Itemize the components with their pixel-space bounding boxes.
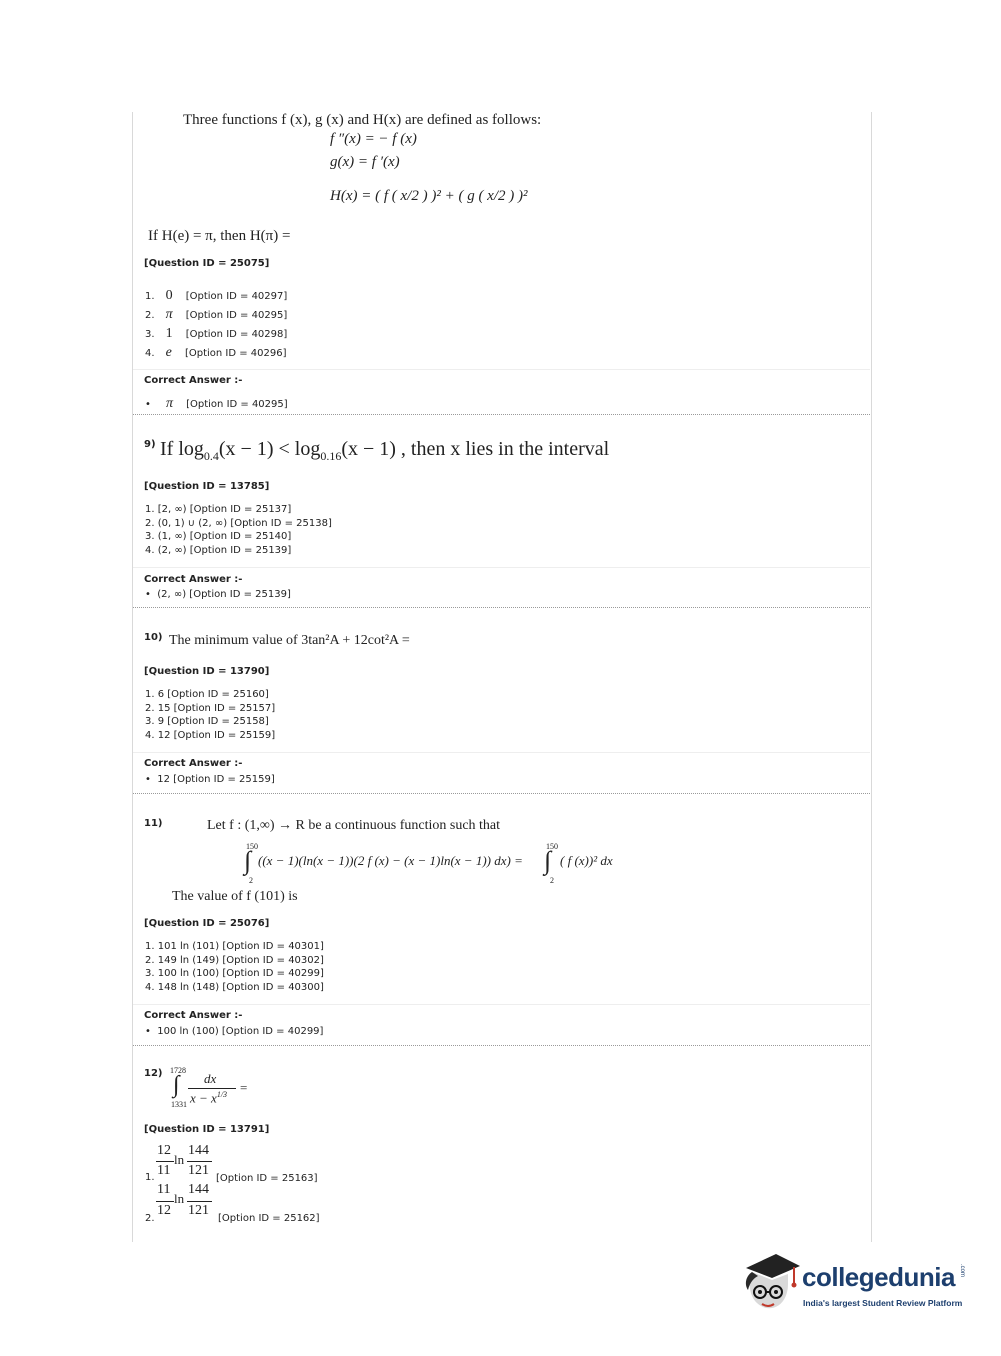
q9-question-id: [Question ID = 13785] [144, 481, 270, 492]
q11-correct-answer: • 100 ln (100) [Option ID = 40299] [145, 1026, 324, 1037]
q11-options [145, 940, 324, 995]
q11-option-3: 3. 100 ln (100) [Option ID = 40299] [145, 968, 324, 980]
q8-option-3: 3. 1 [Option ID = 40298] [145, 326, 288, 341]
q8-eq1: f ″(x) = − f (x) [330, 131, 417, 147]
q11-line3: The value of f (101) is [172, 889, 298, 904]
q8-option-1: 1. 0 [Option ID = 40297] [145, 288, 288, 303]
q11-correct-label: Correct Answer :- [144, 1010, 243, 1021]
fraction-bar [188, 1088, 236, 1089]
q8-prompt: If H(e) = π, then H(π) = [148, 228, 291, 244]
q10-options [145, 688, 275, 743]
q9-option-1: 1. [2, ∞) [Option ID = 25137] [145, 504, 292, 515]
divider [133, 567, 870, 568]
q12-number: 12) [144, 1068, 163, 1079]
q11-option-1: 1. 101 ln (101) [Option ID = 40301] [145, 941, 324, 952]
q8-question-id: [Question ID = 25075] [144, 258, 270, 269]
q8-option-2: 2. π [Option ID = 40295] [145, 307, 288, 322]
q10-question-id: [Question ID = 13790] [144, 666, 270, 677]
q8-correct-answer: • π [Option ID = 40295] [145, 396, 288, 411]
q11-option-4: 4. 148 ln (148) [Option ID = 40300] [145, 982, 324, 994]
integral-icon: ∫ [544, 846, 552, 875]
q11-line1: Let f : (1,∞) → R be a continuous function such that [207, 818, 501, 833]
logo-suffix: .com [959, 1264, 965, 1278]
q9-correct-label: Correct Answer :- [144, 574, 243, 585]
q9-correct-answer: • (2, ∞) [Option ID = 25139] [145, 589, 291, 600]
divider [133, 1045, 870, 1046]
q12-integral: 1728 1331 ∫ dx $x - x^{1/3}$ = [170, 1066, 248, 1109]
q9-text: If $\log_{0.4}(x - 1) < \log_{0.16}(x - 1)$ , then x lies in the interval [160, 438, 610, 463]
integral-icon: ∫ [244, 846, 252, 875]
q10-correct-label: Correct Answer :- [144, 758, 243, 769]
q10-option-1: 1. 6 [Option ID = 25160] [145, 689, 269, 700]
q10-correct-answer: • 12 [Option ID = 25159] [145, 774, 275, 785]
q8-intro: Three functions f (x), g (x) and H(x) are defined as follows: [183, 112, 542, 128]
q10-number: 10) [144, 632, 163, 643]
q9-option-2: 2. (0, 1) ∪ (2, ∞) [Option ID = 25138] [145, 517, 332, 529]
q12-question-id: [Question ID = 13791] [144, 1124, 270, 1135]
divider [133, 752, 870, 753]
q8-eq3: H(x) = ( f ( x/2 ) )² + ( g ( x/2 ) )² [330, 188, 528, 204]
logo-tagline: India's largest Student Review Platform [803, 1298, 963, 1308]
q8-option-4: 4. e [Option ID = 40296] [145, 345, 287, 360]
q9-options [145, 503, 332, 558]
q11-option-2: 2. 149 ln (149) [Option ID = 40302] [145, 954, 324, 966]
q8-correct-label: Correct Answer :- [144, 375, 243, 386]
divider [133, 369, 870, 370]
q10-option-2: 2. 15 [Option ID = 25157] [145, 702, 276, 714]
q9-option-3: 3. (1, ∞) [Option ID = 25140] [145, 531, 292, 543]
q10-option-3: 3. 9 [Option ID = 25158] [145, 716, 269, 728]
divider [133, 1004, 870, 1005]
collegedunia-logo [742, 1250, 972, 1320]
q11-number: 11) [144, 818, 163, 829]
divider [133, 414, 870, 415]
mascot-icon [742, 1250, 802, 1316]
integral-icon: ∫ [173, 1072, 180, 1098]
q9-number: 9) [144, 439, 156, 450]
logo-name: collegedunia [802, 1262, 955, 1292]
q10-option-4: 4. 12 [Option ID = 25159] [145, 730, 276, 742]
divider [133, 793, 870, 794]
q10-text: The minimum value of 3tan²A + 12cot²A = [169, 633, 410, 648]
q11-question-id: [Question ID = 25076] [144, 918, 270, 929]
divider [133, 607, 870, 608]
q8-eq2: g(x) = f ′(x) [330, 154, 400, 170]
q8-options [145, 284, 287, 360]
q9-option-4: 4. (2, ∞) [Option ID = 25139] [145, 545, 292, 557]
